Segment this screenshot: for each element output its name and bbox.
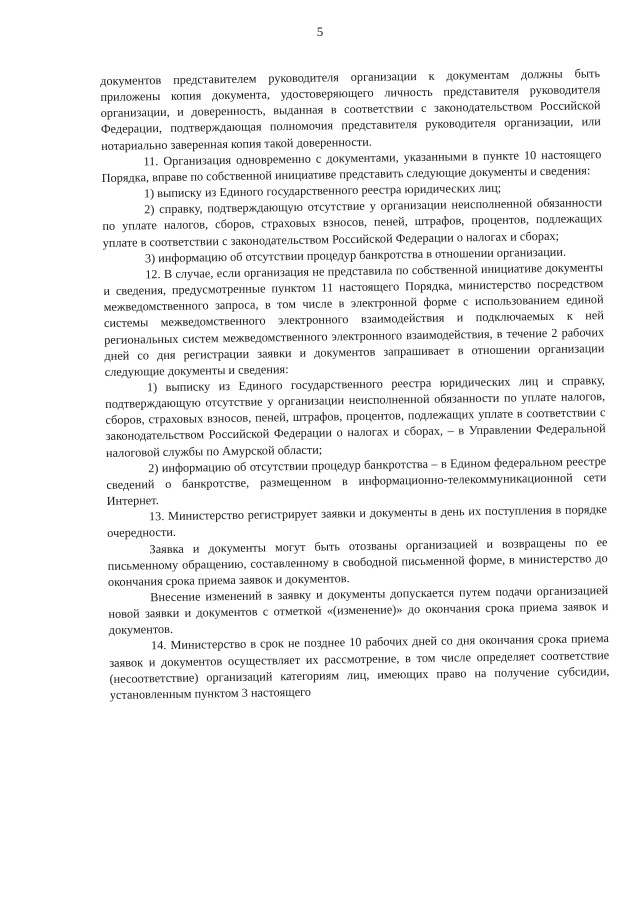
paragraph: документов представителем руководителя организации к документам должны быть приложены копия документа, удостоверяющего личность представителя руководителя организации, и доверенность, выданная в соответствии с законодательством Российской Федерации, подтверждающая полномочия представителя руководителя организации, или нотариально заверенная копия такой доверенности. — [100, 66, 601, 153]
paragraph: 12. В случае, если организация не представила по собственной инициативе документы и сведения, предусмотренные пунктом 11 настоящего Порядка, министерство посредством межведомственного запроса, в том числе в электронной форме с использованием единой системы межведомственного электронного взаимодействия и подключаемых к ней региональных систем межведомственного электронного взаимодействия, в течение 2 рабочих дней со дня регистрации заявки и документов запрашивает в отношении организации следующие документы и сведения: — [103, 259, 605, 379]
page-number: 5 — [316, 24, 324, 39]
paragraph: 13. Министерство регистрирует заявки и документы в день их поступления в порядке очередности. — [107, 502, 608, 541]
document-body — [100, 65, 610, 703]
paragraph: Внесение изменений в заявку и документы допускается путем подачи организацией новой заявки и документов с отметкой «(изменение)» до окончания срока приема заявок и документов. — [108, 583, 609, 638]
paragraph: 1) выписку из Единого государственного реестра юридических лиц; — [143, 180, 502, 201]
paragraph: 2) справку, подтверждающую отсутствие у организации неисполненной обязанности по уплате налогов, сборов, страховых взносов, пеней, штрафов, процентов, подлежащих уплате в соответствии с законодательством Российской Федерации о налогах и сборах; — [102, 195, 603, 250]
paragraph: 1) выписку из Единого государственного реестра юридических лиц и справку, подтверждающую отсутствие у организации неисполненной обязанности по уплате налогов, сборов, страховых взносов, пеней, штрафов, процентов, подлежащих уплате в соответствии с законодательством Российской Федерации о налогах и сборах, – в Управлении Федеральной налоговой службы по Амурской области; — [105, 373, 606, 460]
paragraph: 14. Министерство в срок не позднее 10 рабочих дней со дня окончания срока приема заявок и документов осуществляет их рассмотрение, в том числе определяет соответствие (несоответствие) организаций категориям лиц, имеющих право на получение субсидии, установленным пунктом 3 настоящего — [109, 631, 610, 702]
paragraph: 11. Организация одновременно с документами, указанными в пункте 10 настоящего Порядка, вправе по собственной инициативе представить следующие документы и сведения: — [101, 146, 602, 185]
paragraph: 3) информацию об отсутствии процедур банкротства в отношении организации. — [144, 244, 567, 266]
paragraph: 2) информацию об отсутствии процедур банкротства – в Едином федеральном реестре сведений о банкротстве, размещенном в информационно-телекоммуникационной сети Интернет. — [106, 453, 607, 509]
paragraph: Заявка и документы могут быть отозваны организацией и возвращены по ее письменному обращению, составленному в свободной письменной форме, в министерство до окончания срока приема заявок и документов. — [107, 534, 608, 589]
